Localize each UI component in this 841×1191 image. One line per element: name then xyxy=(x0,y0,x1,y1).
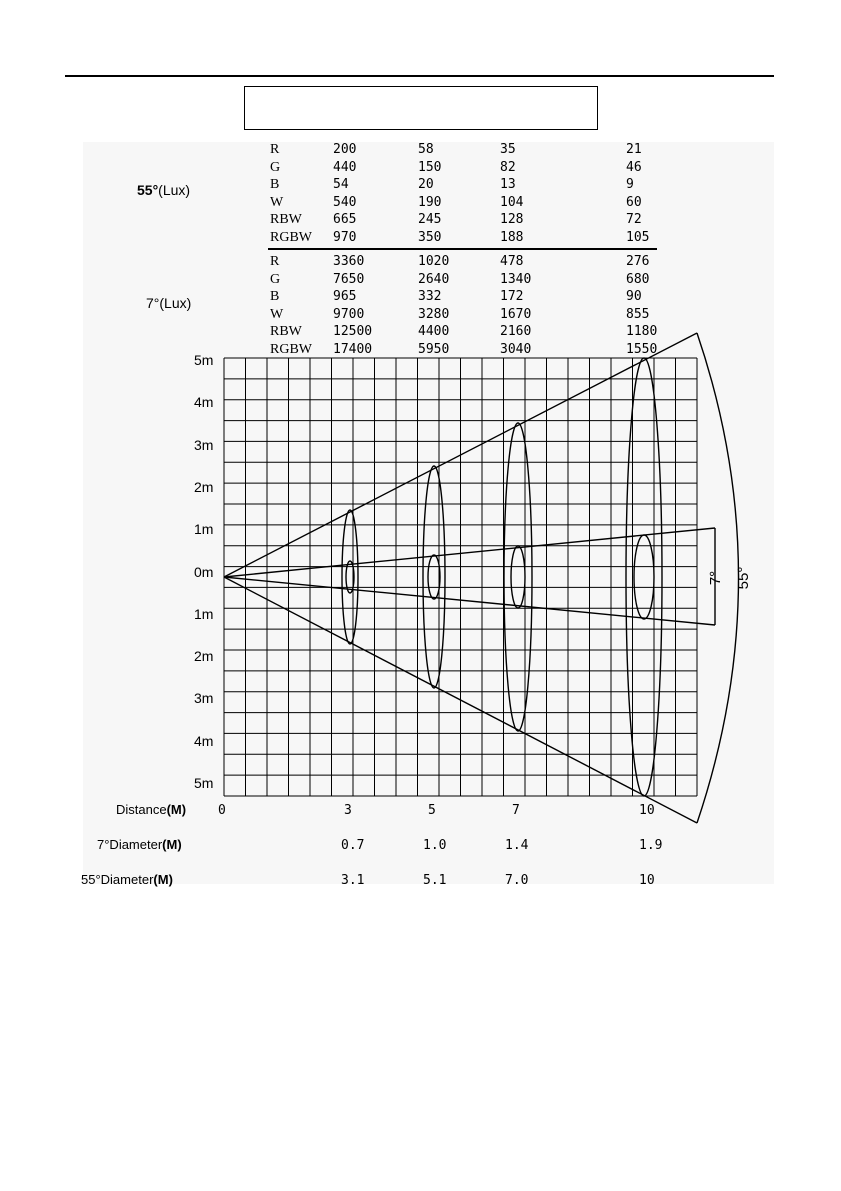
distance-text: Distance xyxy=(116,802,167,817)
table-7-cell: 12500 xyxy=(333,324,373,339)
y-axis-label: 4m xyxy=(194,732,214,749)
table-55-unit: (Lux) xyxy=(158,182,191,198)
y-axis-label: 3m xyxy=(194,436,214,453)
table-55-cell: 60 xyxy=(626,194,642,210)
y-axis-label: 2m xyxy=(194,648,214,665)
table-55-cell: 540 xyxy=(333,194,357,210)
y-axis-label: 2m xyxy=(194,478,214,495)
angle-7-label: 7° xyxy=(707,570,724,586)
ellipse-7-d10 xyxy=(634,535,654,619)
table-7-cell: 4400 xyxy=(418,324,450,339)
table-7-cell: 1180 xyxy=(626,324,658,339)
y-axis-label: 5m xyxy=(194,775,214,791)
table-55-cell: 105 xyxy=(626,229,650,245)
table-7-cell: 9700 xyxy=(333,306,365,322)
table-7-cell: 478 xyxy=(500,254,524,269)
table-55-cell: 190 xyxy=(418,194,442,210)
table-7-cell: 680 xyxy=(626,271,650,287)
table-55-cell: 82 xyxy=(500,159,516,175)
ellipse-55-d10 xyxy=(626,358,662,796)
d7-label xyxy=(97,837,182,852)
table-55-cell: 9 xyxy=(626,177,634,192)
table-55-row-name: B xyxy=(270,177,280,192)
beam-7-upper xyxy=(224,528,715,577)
table-7-cell: 172 xyxy=(500,289,524,304)
table-7-row-name: RGBW xyxy=(270,341,312,357)
table-7-cell: 17400 xyxy=(333,341,373,357)
d55-value: 10 xyxy=(639,873,655,888)
table-55-cell: 35 xyxy=(500,142,516,157)
distance-value: 3 xyxy=(344,803,352,818)
table-55-cell: 150 xyxy=(418,159,442,175)
distance-unit: (M) xyxy=(166,802,187,817)
d55-text: 55°Diameter xyxy=(81,872,154,887)
d7-value: 1.4 xyxy=(505,838,529,853)
d7-value: 0.7 xyxy=(341,838,365,853)
ellipse-55-d7 xyxy=(504,423,532,731)
table-7-cell: 3360 xyxy=(333,254,365,269)
distance-value: 0 xyxy=(218,803,226,818)
table-55-cell: 128 xyxy=(500,212,524,227)
table-7-row-name: G xyxy=(270,271,281,287)
table-7-cell: 5950 xyxy=(418,341,450,357)
ellipse-7-d5 xyxy=(428,555,440,599)
distance-value: 10 xyxy=(639,803,655,818)
y-axis-label: 0m xyxy=(194,563,214,580)
table-7-cell: 1550 xyxy=(626,341,658,357)
d7-unit: (M) xyxy=(162,837,182,852)
table-7-cell: 90 xyxy=(626,289,642,304)
table-55-row-name: RBW xyxy=(270,212,302,227)
table-7-cell: 965 xyxy=(333,289,357,304)
table-7-cell: 1670 xyxy=(500,306,532,322)
table-7-cell: 855 xyxy=(626,306,650,322)
ellipse-55-d5 xyxy=(423,466,445,688)
table-7-row-name: R xyxy=(270,254,280,269)
table-55-cell: 54 xyxy=(333,177,349,192)
table-55-cell: 104 xyxy=(500,194,524,210)
distance-value: 7 xyxy=(512,803,520,818)
table-7-cell: 3280 xyxy=(418,306,450,322)
table-7-row-name: B xyxy=(270,289,280,304)
ellipse-7-d7 xyxy=(511,546,525,608)
table-55-cell: 188 xyxy=(500,229,524,245)
y-axis-label: 4m xyxy=(194,394,214,411)
d55-value: 5.1 xyxy=(423,873,447,888)
table-55-row-name: W xyxy=(270,194,284,210)
table-55-row-name: RGBW xyxy=(270,229,312,245)
table-55-row-name: R xyxy=(270,142,280,157)
table-55-cell: 58 xyxy=(418,142,434,157)
table-55-cell: 46 xyxy=(626,159,642,175)
table-55-row-name: G xyxy=(270,159,281,175)
d55-label xyxy=(81,872,173,887)
table-55-cell: 970 xyxy=(333,229,357,245)
y-axis-label: 5m xyxy=(194,352,214,368)
d55-unit: (M) xyxy=(153,872,173,887)
ellipse-55-d3 xyxy=(342,510,358,644)
table-55-cell: 350 xyxy=(418,229,442,245)
table-7-cell: 3040 xyxy=(500,341,532,357)
table-7-cell: 1020 xyxy=(418,254,450,269)
d55-value: 7.0 xyxy=(505,873,529,888)
table-55-cell: 72 xyxy=(626,212,642,227)
table-55-angle: 55° xyxy=(137,182,159,198)
table-7-cell: 1340 xyxy=(500,271,532,287)
table-55-cell: 20 xyxy=(418,177,434,192)
table-7-cell: 7650 xyxy=(333,271,365,287)
table-7-cell: 2160 xyxy=(500,324,532,339)
angle-55-label: 55° xyxy=(735,566,752,590)
table-7-angle: 7° xyxy=(146,295,160,311)
table-55-cell: 440 xyxy=(333,159,357,175)
d7-value: 1.9 xyxy=(639,838,663,853)
distance-label xyxy=(116,802,186,817)
table-55-cell: 245 xyxy=(418,212,442,227)
table-55-cell: 665 xyxy=(333,212,357,227)
y-axis-label: 3m xyxy=(194,690,214,707)
d7-value: 1.0 xyxy=(423,838,447,853)
table-55-cell: 200 xyxy=(333,142,357,157)
beam-lines xyxy=(224,333,739,823)
table-7-cell: 332 xyxy=(418,289,442,304)
table-7-unit: (Lux) xyxy=(159,295,192,311)
y-axis-label: 1m xyxy=(194,605,214,622)
y-axis-label: 1m xyxy=(194,521,214,538)
table-7-cell: 2640 xyxy=(418,271,450,287)
table-7-cell: 276 xyxy=(626,254,650,269)
table-7-row-name: W xyxy=(270,306,284,322)
table-55-cell: 21 xyxy=(626,142,642,157)
table-55-cell: 13 xyxy=(500,177,516,192)
d55-value: 3.1 xyxy=(341,873,365,888)
d7-text: 7°Diameter xyxy=(97,837,163,852)
table-7-row-name: RBW xyxy=(270,324,302,339)
distance-value: 5 xyxy=(428,803,436,818)
